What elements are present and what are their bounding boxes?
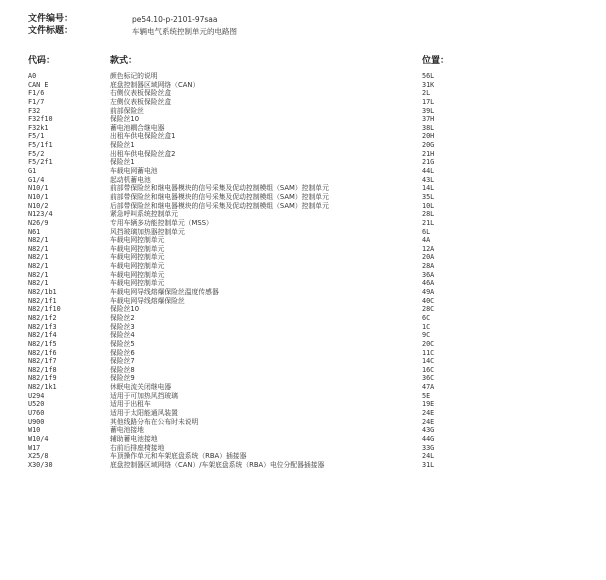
component-description: 保险丝9 — [110, 374, 135, 383]
component-position: 40C — [422, 296, 435, 305]
table-row — [0, 89, 606, 98]
component-position: 5E — [422, 391, 431, 400]
component-code: U900 — [28, 417, 45, 426]
component-code: N82/1 — [28, 270, 49, 279]
component-code: N82/1k1 — [28, 383, 57, 392]
component-description: 紧急呼叫系统控制单元 — [110, 210, 178, 219]
component-description: 颜色标记的说明 — [110, 72, 158, 80]
table-row — [0, 279, 606, 288]
component-position: 9C — [422, 331, 431, 340]
component-description: 保险丝2 — [110, 313, 135, 322]
component-description: 右前后排座椅接地 — [110, 443, 165, 452]
doc-number-label: 文件编号： — [28, 14, 74, 24]
component-description: 保险丝5 — [110, 339, 135, 348]
component-description: 风挡玻璃加热器控制单元 — [110, 227, 185, 236]
component-code: W17 — [28, 443, 41, 452]
component-code: W10/4 — [28, 434, 49, 443]
table-row — [0, 409, 606, 418]
component-description: 前部带保险丝和继电器模块的信号采集及促动控制模组（SAM）控制单元 — [110, 192, 329, 201]
component-code: N10/1 — [28, 192, 49, 201]
component-position: 14L — [422, 184, 435, 193]
component-position: 36A — [422, 270, 435, 279]
component-description: 其他线路分布在公布时未说明 — [110, 417, 199, 426]
table-row — [0, 305, 606, 314]
table-row — [0, 297, 606, 306]
component-position: 35L — [422, 192, 435, 201]
table-row — [0, 435, 606, 444]
table-row — [0, 374, 606, 383]
component-description: 休眠电流关闭继电器 — [110, 383, 172, 392]
table-row — [0, 444, 606, 453]
table-row — [0, 167, 606, 176]
table-row — [0, 245, 606, 254]
component-description: 底盘控制器区域网络（CAN） — [110, 80, 200, 89]
component-position: 21L — [422, 218, 435, 227]
component-code: A0 — [28, 72, 37, 80]
component-code: F5/2 — [28, 149, 45, 158]
table-row — [0, 184, 606, 193]
component-position: 24E — [422, 408, 435, 417]
component-description: 车载电网导线熔爆保险丝 — [110, 296, 185, 305]
component-description: 保险丝8 — [110, 365, 135, 374]
column-header-code: 代码： — [28, 56, 56, 66]
column-header-description: 款式： — [110, 56, 138, 66]
component-position: 47A — [422, 383, 435, 392]
component-code: N82/1f4 — [28, 331, 57, 340]
component-description: 起动机蓄电池 — [110, 175, 151, 184]
column-header-position: 位置： — [422, 56, 450, 66]
component-code: N26/9 — [28, 218, 49, 227]
component-position: 24E — [422, 417, 435, 426]
table-row — [0, 392, 606, 401]
component-description: 蓄电池耦合继电器 — [110, 123, 165, 132]
component-position: 31K — [422, 80, 435, 89]
component-position: 21G — [422, 158, 435, 167]
component-position: 6C — [422, 313, 431, 322]
component-code: F5/1f1 — [28, 141, 53, 150]
component-position: 4A — [422, 236, 431, 245]
table-row — [0, 262, 606, 271]
component-code: N82/1 — [28, 244, 49, 253]
component-code: U760 — [28, 408, 45, 417]
component-description: 右侧仪表板保险丝盒 — [110, 89, 172, 98]
table-row — [0, 158, 606, 167]
component-description: 左侧仪表板保险丝盒 — [110, 97, 172, 106]
table-row — [0, 418, 606, 427]
component-code: F32k1 — [28, 123, 49, 132]
component-position: 17L — [422, 97, 435, 106]
component-code: N82/1f2 — [28, 313, 57, 322]
component-position: 2L — [422, 89, 431, 98]
component-position: 1C — [422, 322, 431, 331]
component-code: U294 — [28, 391, 45, 400]
table-row — [0, 219, 606, 228]
component-position: 43L — [422, 175, 435, 184]
component-position: 56L — [422, 72, 435, 80]
component-description: 适用于可加热风挡玻璃 — [110, 391, 178, 400]
table-row — [0, 98, 606, 107]
table-row — [0, 366, 606, 375]
table-row — [0, 124, 606, 133]
component-position: 28C — [422, 305, 435, 314]
component-code: U520 — [28, 400, 45, 409]
component-description: 专用车辆多功能控制单元（MSS） — [110, 218, 213, 227]
table-row — [0, 452, 606, 461]
component-code: N82/1 — [28, 279, 49, 288]
component-code: CAN E — [28, 80, 49, 89]
component-position: 14C — [422, 357, 435, 366]
component-description: 底盘控制器区域网络（CAN）/车架底盘系统（RBA）电位分配器插接器 — [110, 460, 325, 469]
component-code: N82/1 — [28, 262, 49, 271]
component-description: 出租车供电保险丝盒2 — [110, 149, 176, 158]
table-row — [0, 210, 606, 219]
component-code: G1 — [28, 167, 37, 176]
component-position: 31L — [422, 460, 435, 469]
table-row — [0, 314, 606, 323]
component-code: F1/6 — [28, 89, 45, 98]
component-position: 38L — [422, 123, 435, 132]
table-row — [0, 228, 606, 237]
table-row — [0, 288, 606, 297]
component-description: 适用于太阳能通风装置 — [110, 408, 178, 417]
table-row — [0, 150, 606, 159]
component-position: 6L — [422, 227, 431, 236]
component-description: 保险丝10 — [110, 115, 140, 124]
component-code: N10/1 — [28, 184, 49, 193]
component-description: 前部保险丝 — [110, 106, 144, 115]
component-position: 16C — [422, 365, 435, 374]
component-code: N82/1f7 — [28, 357, 57, 366]
component-code: N82/1f8 — [28, 365, 57, 374]
component-code: N82/1f5 — [28, 339, 57, 348]
table-row — [0, 271, 606, 280]
table-row — [0, 193, 606, 202]
component-description: 车载电网控制单元 — [110, 244, 165, 253]
component-position: 44G — [422, 434, 435, 443]
component-code: N82/1f9 — [28, 374, 57, 383]
component-description: 蓄电池接地 — [110, 426, 144, 435]
table-row — [0, 132, 606, 141]
component-position: 12A — [422, 244, 435, 253]
component-position: 21H — [422, 149, 435, 158]
component-description: 保险丝4 — [110, 331, 135, 340]
component-description: 适用于出租车 — [110, 400, 151, 409]
component-description: 前部带保险丝和继电器模块的信号采集及促动控制模组（SAM）控制单元 — [110, 184, 329, 193]
component-position: 33G — [422, 443, 435, 452]
component-code: N10/2 — [28, 201, 49, 210]
table-row — [0, 202, 606, 211]
table-row — [0, 383, 606, 392]
component-position: 28A — [422, 262, 435, 271]
component-code: N82/1b1 — [28, 288, 57, 297]
component-description: 保险丝3 — [110, 322, 135, 331]
component-code: X25/8 — [28, 452, 49, 461]
component-position: 20G — [422, 141, 435, 150]
component-code: X30/30 — [28, 460, 53, 469]
table-row — [0, 461, 606, 470]
component-position: 37H — [422, 115, 435, 124]
table-row — [0, 349, 606, 358]
component-description: 后部带保险丝和继电器模块的信号采集及促动控制模组（SAM）控制单元 — [110, 201, 329, 210]
component-position: 10L — [422, 201, 435, 210]
component-position: 20A — [422, 253, 435, 262]
doc-title-label: 文件标题： — [28, 26, 74, 36]
component-position: 11C — [422, 348, 435, 357]
doc-number-value: pe54.10-p-2101-97saa — [132, 15, 218, 24]
component-description: 车载电网控制单元 — [110, 270, 165, 279]
component-code: F1/7 — [28, 97, 45, 106]
component-description: 车载电网控制单元 — [110, 279, 165, 288]
component-code: N82/1 — [28, 253, 49, 262]
component-position: 44L — [422, 167, 435, 176]
component-code: G1/4 — [28, 175, 45, 184]
component-description: 保险丝6 — [110, 348, 135, 357]
component-description: 保险丝10 — [110, 305, 140, 314]
component-code: N123/4 — [28, 210, 53, 219]
component-list — [0, 72, 606, 469]
table-row — [0, 72, 606, 81]
component-position: 43G — [422, 426, 435, 435]
table-row — [0, 115, 606, 124]
table-row — [0, 107, 606, 116]
table-row — [0, 236, 606, 245]
table-row — [0, 340, 606, 349]
component-position: 19E — [422, 400, 435, 409]
component-code: F32f10 — [28, 115, 53, 124]
component-position: 20H — [422, 132, 435, 141]
table-row — [0, 81, 606, 90]
component-position: 46A — [422, 279, 435, 288]
component-code: N82/1f3 — [28, 322, 57, 331]
component-description: 出租车供电保险丝盒1 — [110, 132, 176, 141]
component-description: 保险丝1 — [110, 141, 135, 150]
component-code: N61 — [28, 227, 41, 236]
component-position: 39L — [422, 106, 435, 115]
component-position: 24L — [422, 452, 435, 461]
component-description: 车载电网控制单元 — [110, 262, 165, 271]
component-position: 28L — [422, 210, 435, 219]
component-position: 20C — [422, 339, 435, 348]
component-description: 保险丝1 — [110, 158, 135, 167]
table-row — [0, 400, 606, 409]
component-code: N82/1 — [28, 236, 49, 245]
component-description: 车载电网控制单元 — [110, 236, 165, 245]
component-position: 49A — [422, 288, 435, 297]
table-row — [0, 253, 606, 262]
component-code: F5/2f1 — [28, 158, 53, 167]
component-position: 36C — [422, 374, 435, 383]
component-code: N82/1f6 — [28, 348, 57, 357]
component-code: N82/1f10 — [28, 305, 61, 314]
table-row — [0, 141, 606, 150]
table-row — [0, 331, 606, 340]
component-description: 车载电网导线熔爆保险丝温度传感器 — [110, 288, 219, 297]
component-description: 车载电网控制单元 — [110, 253, 165, 262]
component-description: 保险丝7 — [110, 357, 135, 366]
table-row — [0, 357, 606, 366]
component-code: N82/1f1 — [28, 296, 57, 305]
component-code: F32 — [28, 106, 41, 115]
component-code: W10 — [28, 426, 41, 435]
component-description: 车顶操作单元和车架底盘系统（RBA）插接器 — [110, 452, 247, 461]
component-description: 车载电网蓄电池 — [110, 167, 158, 176]
doc-title-value: 车辆电气系统控制单元的电路图 — [132, 27, 237, 36]
table-row — [0, 426, 606, 435]
component-code: F5/1 — [28, 132, 45, 141]
table-row — [0, 323, 606, 332]
component-description: 辅助蓄电池接地 — [110, 434, 158, 443]
